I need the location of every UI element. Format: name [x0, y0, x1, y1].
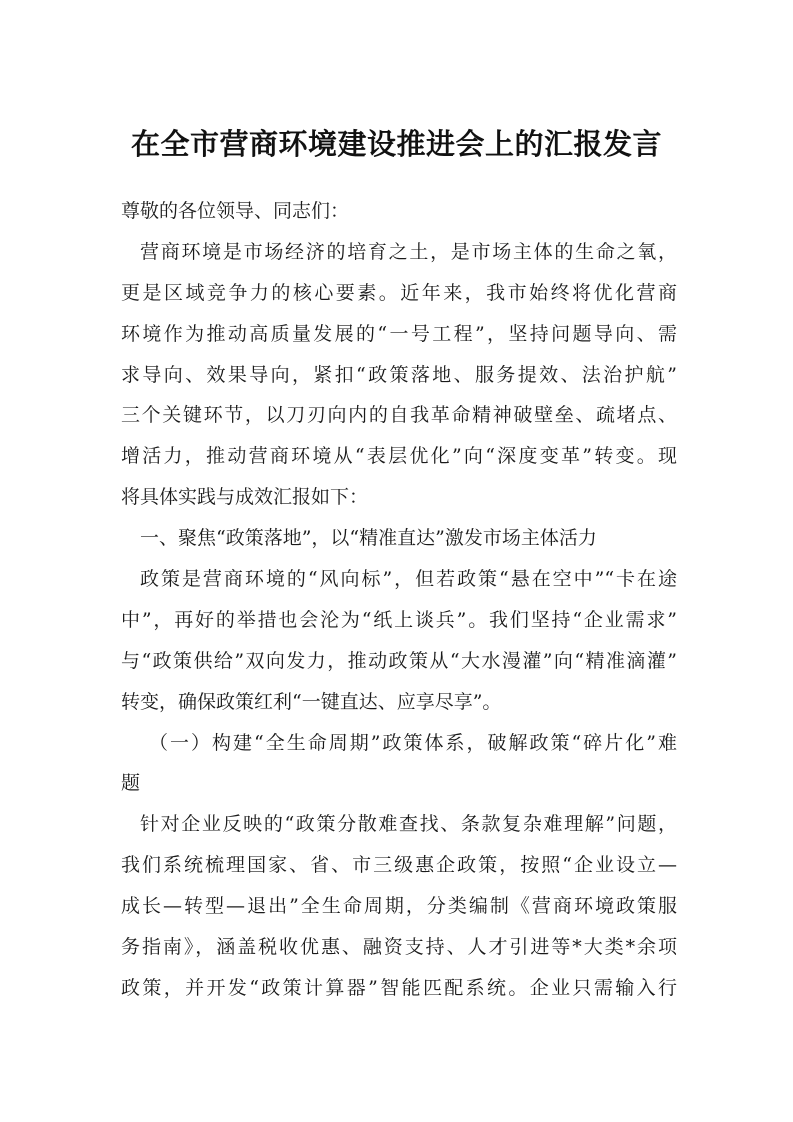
paragraph-line: 转变，确保政策红利“一键直达、应享尽享”。 — [121, 690, 502, 713]
subsection-heading-continuation: 题 — [121, 772, 141, 795]
paragraph-line: 将具体实践与成效汇报如下： — [121, 486, 369, 509]
paragraph-line: 务指南》，涵盖税收优惠、融资支持、人才引进等*大类*余项 — [121, 936, 677, 959]
salutation: 尊敬的各位领导、同志们： — [121, 200, 350, 222]
section-heading: 一、聚焦“政策落地”，以“精准直达”激发市场主体活力 — [140, 527, 597, 550]
paragraph-line: 增活力，推动营商环境从“表层优化”向“深度变革”转变。现 — [121, 445, 677, 468]
paragraph-line: 求导向、效果导向，紧扣“政策落地、服务提效、法治护航” — [121, 363, 677, 386]
paragraph-line: 我们系统梳理国家、省、市三级惠企政策，按照“企业设立— — [121, 854, 677, 877]
paragraph-line: 三个关键环节，以刀刃向内的自我革命精神破壁垒、疏堵点、 — [121, 404, 677, 427]
paragraph-line: 针对企业反映的“政策分散难查找、条款复杂难理解”问题， — [140, 813, 677, 836]
paragraph-line: 营商环境是市场经济的培育之土，是市场主体的生命之氧， — [140, 240, 677, 263]
subsection-heading: （一）构建“全生命周期”政策体系，破解政策“碎片化”难 — [149, 731, 677, 754]
paragraph-line: 中”，再好的举措也会沦为“纸上谈兵”。我们坚持“企业需求” — [121, 608, 677, 631]
paragraph-line: 政策是营商环境的“风向标”，但若政策“悬在空中”“卡在途 — [140, 568, 677, 591]
paragraph-line: 环境作为推动高质量发展的“一号工程”，坚持问题导向、需 — [121, 322, 677, 345]
paragraph-line: 成长—转型—退出”全生命周期，分类编制《营商环境政策服 — [121, 895, 677, 918]
paragraph-line: 政策，并开发“政策计算器”智能匹配系统。企业只需输入行 — [121, 976, 677, 999]
document-title: 在全市营商环境建设推进会上的汇报发言 — [130, 127, 662, 161]
paragraph-line: 更是区域竞争力的核心要素。近年来，我市始终将优化营商 — [121, 281, 677, 304]
paragraph-line: 与“政策供给”双向发力，推动政策从“大水漫灌”向“精准滴灌” — [121, 649, 677, 672]
document-body — [121, 191, 677, 1009]
